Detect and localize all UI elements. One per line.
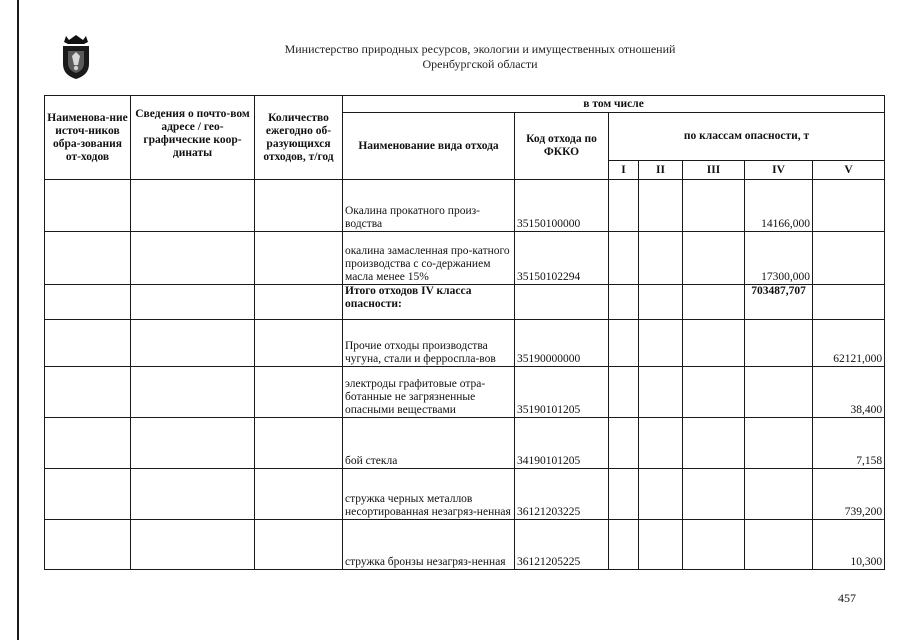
waste-name: стружка бронзы незагряз-ненная [343,520,515,570]
header-fkko-code: Код отхода по ФККО [515,113,609,180]
class-iv-value [745,367,813,418]
header-quantity: Количество ежегодно об-разующихся отходов, т/год [255,96,343,180]
waste-sources-table [44,95,885,570]
class-v-value [813,285,885,320]
waste-name: Итого отходов IV класса опасности: [343,285,515,320]
class-iv-value: 14166,000 [745,180,813,232]
waste-code: 35190101205 [515,367,609,418]
page-number: 457 [838,591,856,605]
table-row [45,320,885,367]
waste-name: Окалина прокатного произ-водства [343,180,515,232]
waste-code: 35150102294 [515,232,609,285]
header-waste-name: Наименование вида отхода [343,113,515,180]
table-row [45,418,885,469]
header-class-2: II [639,161,683,180]
header-source-name: Наименова-ние источ-ников обра-зования от-ходов [45,96,131,180]
scan-left-border [17,0,19,640]
class-iv-value [745,320,813,367]
class-v-value: 38,400 [813,367,885,418]
waste-name: окалина замасленная про-катного производства с со-держанием масла менее 15% [343,232,515,285]
table-row [45,469,885,520]
waste-name: Прочие отходы производства чугуна, стали и ферроспла-вов [343,320,515,367]
class-iv-total: 703487,707 [745,285,813,320]
header-including: в том числе [343,96,885,113]
waste-name: бой стекла [343,418,515,469]
header-hazard-classes: по классам опасности, т [609,113,885,161]
waste-code: 35190000000 [515,320,609,367]
waste-code: 34190101205 [515,418,609,469]
ministry-name-line2: Оренбургской области [422,57,538,71]
waste-code: 35150100000 [515,180,609,232]
class-iv-value [745,418,813,469]
class-iv-value [745,520,813,570]
class-iv-value: 17300,000 [745,232,813,285]
class-v-value [813,180,885,232]
waste-code: 36121203225 [515,469,609,520]
table-row [45,180,885,232]
table-row-total [45,285,885,320]
class-v-value: 7,158 [813,418,885,469]
waste-name: стружка черных металлов несортированная незагряз-ненная [343,469,515,520]
table-row [45,232,885,285]
class-iv-value [745,469,813,520]
coat-of-arms-icon [59,34,93,80]
header-address: Сведения о почто-вом адресе / гео-графические коор-динаты [131,96,255,180]
class-v-value: 62121,000 [813,320,885,367]
waste-code [515,285,609,320]
class-v-value: 739,200 [813,469,885,520]
header-class-4: IV [745,161,813,180]
waste-code: 36121205225 [515,520,609,570]
class-v-value [813,232,885,285]
ministry-name-line1: Министерство природных ресурсов, экологии и имущественных отношений [284,42,676,56]
waste-name: электроды графитовые отра-ботанные не загрязненные опасными веществами [343,367,515,418]
class-v-value: 10,300 [813,520,885,570]
header-class-3: III [683,161,745,180]
header-class-5: V [813,161,885,180]
header-class-1: I [609,161,639,180]
table-row [45,367,885,418]
table-row [45,520,885,570]
